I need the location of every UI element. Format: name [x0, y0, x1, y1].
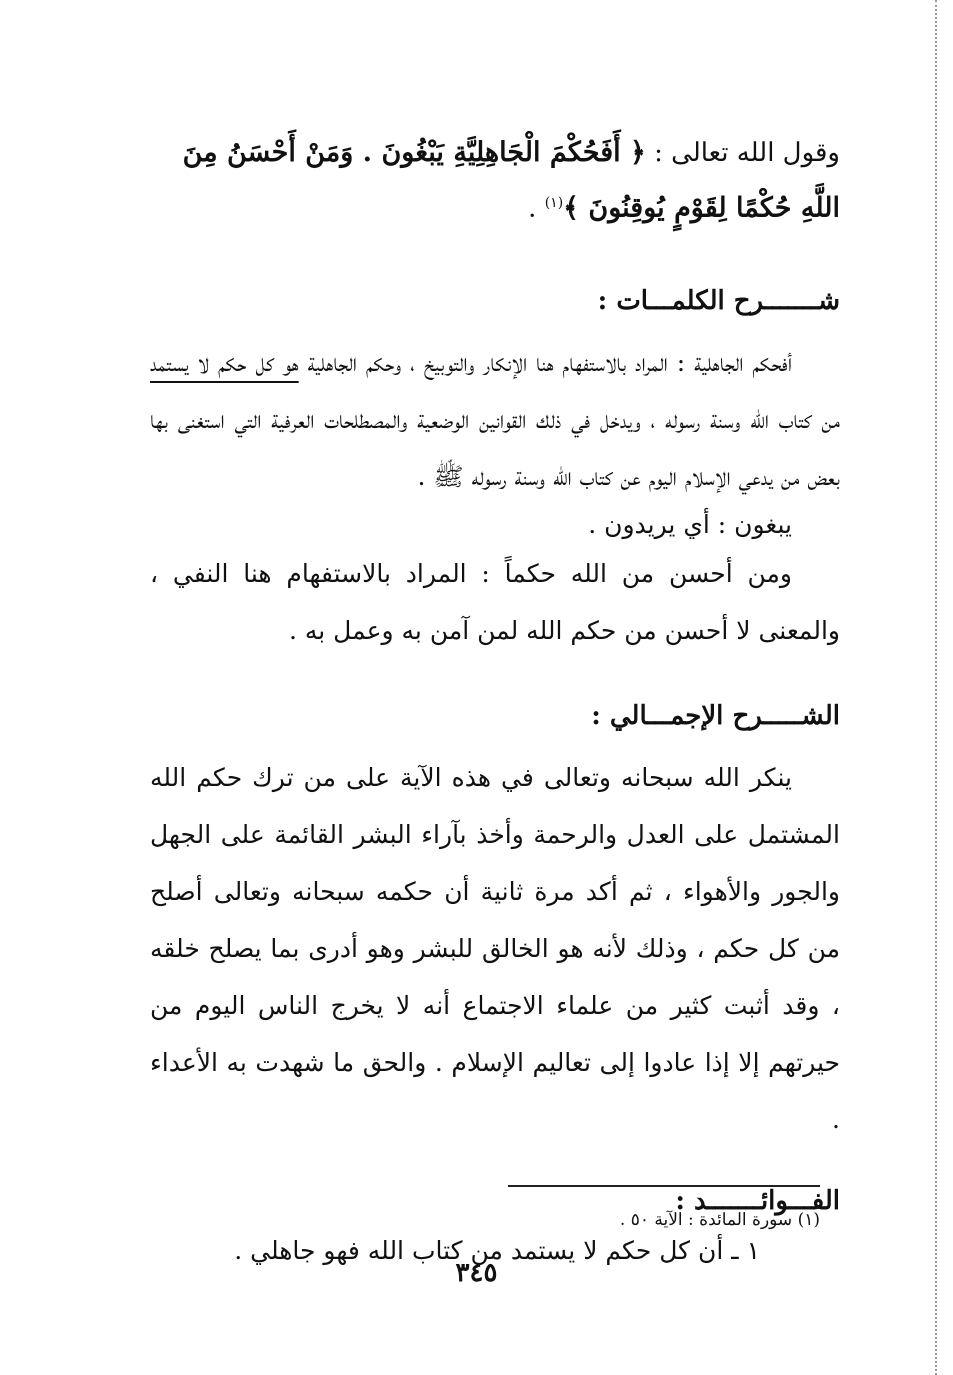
footnote-rule: [508, 1185, 820, 1187]
benefits-heading: الفـــوائـــــــد :: [675, 1185, 840, 1216]
verse-intro: وقول الله تعالى :: [654, 138, 840, 168]
footnote-reference: (١): [544, 195, 564, 211]
overall-explanation-paragraph: ينكر الله سبحانه وتعالى في هذه الآية على من ترك حكم الله المشتمل على العدل والرحمة وأخذ بآراء البشر القائمة على الجهل والجور والأهواء ، ثم أكد مرة ثانية أن حكمه سبحانه وتعالى أصلح من كل حكم ، وذلك لأنه هو الخالق للبشر وهو أدرى بما يصلح خلقه ، وقد أثبت كثير من علماء الاجتماع أنه لا يخرج الناس اليوم من حيرتهم إلا إذا عادوا إلى تعاليم الإسلام . والحق ما شهدت به الأعداء .: [150, 762, 840, 1134]
word-explanation-paragraph-2: يبغون : أي يريدون .: [588, 509, 792, 539]
verse-block: [150, 128, 840, 234]
benefits-item-1: ١ ـ أن كل حكم لا يستمد من كتاب الله فهو جاهلي .: [234, 1235, 760, 1265]
footnote: (١) سورة المائدة : الآية ٥٠ .: [619, 1210, 820, 1230]
quran-verse: ﴿ أَفَحُكْمَ الْجَاهِلِيَّةِ يَبْغُونَ . وَمَنْ أَحْسَنُ مِنَ اللَّهِ حُكْمًا لِقَوْمٍ يُوقِنُونَ ﴾: [182, 137, 840, 224]
overall-explanation-heading: الشـــــرح الإجمـــالي :: [591, 700, 840, 731]
binding-edge: [935, 0, 953, 1375]
word-explanation-paragraph-3: ومن أحسن من الله حكماً : المراد بالاستفهام هنا النفي ، والمعنى لا أحسن من حكم الله لمن آمن به وعمل به .: [150, 558, 840, 645]
page-number: ٣٤٥: [455, 1258, 498, 1288]
verse-end: .: [528, 193, 537, 224]
p1-underlined-phrase: هو كل حكم لا يستمد: [150, 347, 299, 377]
word-explanation-paragraph-1: [150, 334, 840, 505]
page-body: [150, 128, 840, 1278]
word-explanation-heading: شـــــــرح الكلمـــات :: [597, 285, 840, 316]
p1-before: أفحكم الجاهلية : المراد بالاستفهام هنا الإنكار والتوبيخ ، وحكم الجاهلية: [307, 347, 793, 377]
p1-after: من كتاب الله وسنة رسوله ، ويدخل في ذلك القوانين الوضعية والمصطلحات العرفية التي استغنى بها بعض من يدعي الإسلام اليوم عن كتاب الله وسنة رسوله ﷺ .: [150, 404, 840, 491]
